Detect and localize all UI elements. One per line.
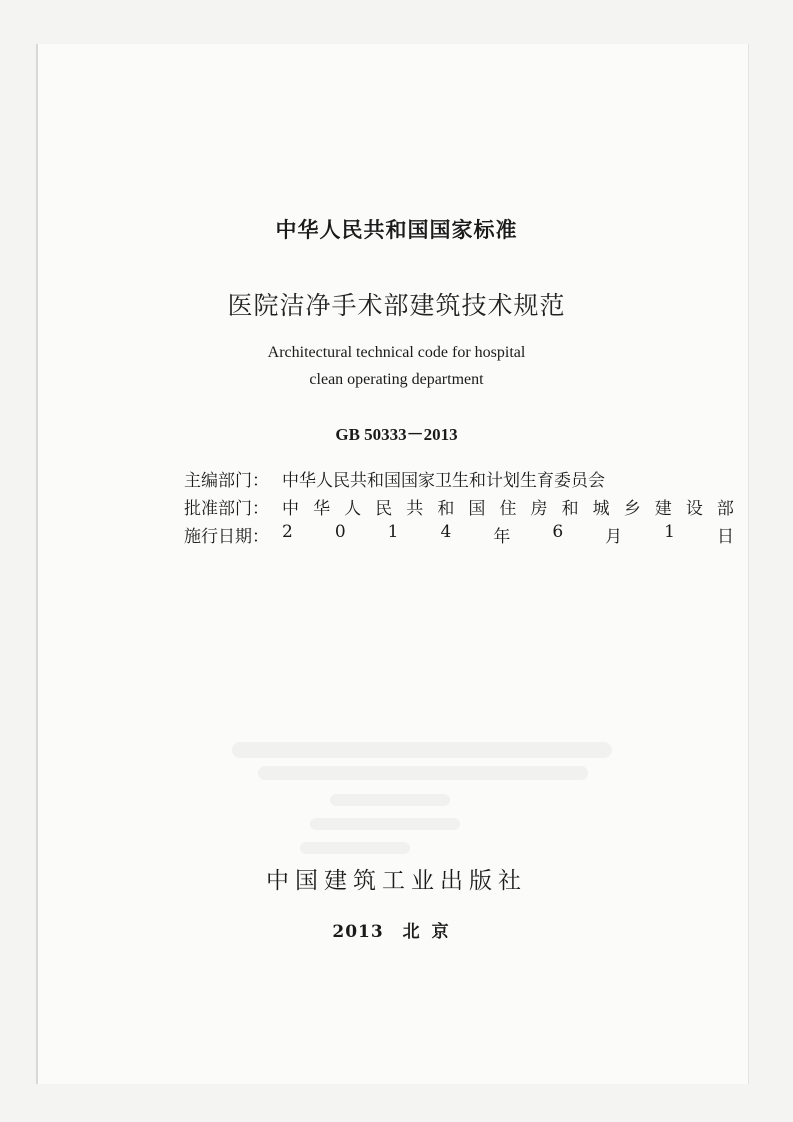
approver-char: 房 bbox=[530, 498, 548, 519]
show-through-mark bbox=[232, 742, 612, 758]
date-char: 4 bbox=[440, 521, 452, 542]
document-title-en-line1: Architectural technical code for hospital bbox=[267, 344, 526, 361]
document-title-cn: 医院洁净手术部建筑技术规范 bbox=[227, 291, 566, 320]
approver-char: 建 bbox=[654, 498, 672, 519]
document-title-en-line2: clean operating department bbox=[309, 371, 484, 388]
date-char: 日 bbox=[716, 526, 734, 547]
effective-date-row bbox=[184, 522, 734, 546]
publisher-name: 中国建筑工业出版社 bbox=[266, 868, 527, 894]
approver-char: 和 bbox=[561, 498, 579, 519]
editor-row bbox=[184, 466, 734, 490]
approver-char: 华 bbox=[313, 498, 331, 519]
approver-char: 中 bbox=[282, 498, 299, 519]
date-char: 0 bbox=[334, 521, 346, 542]
show-through-mark bbox=[258, 766, 588, 780]
approver-value bbox=[282, 494, 734, 519]
publication-city: 北京 bbox=[402, 922, 461, 942]
date-char: 6 bbox=[552, 521, 564, 542]
approver-char: 人 bbox=[344, 498, 362, 519]
editor-value: 中华人民共和国国家卫生和计划生育委员会 bbox=[282, 470, 605, 491]
approver-char: 设 bbox=[685, 498, 703, 519]
date-char: 1 bbox=[387, 521, 399, 542]
approver-char: 乡 bbox=[623, 498, 641, 519]
standard-heading: 中华人民共和国国家标准 bbox=[275, 218, 518, 242]
approver-char: 民 bbox=[375, 498, 393, 519]
date-char: 2 bbox=[282, 521, 293, 542]
approver-char: 和 bbox=[437, 498, 455, 519]
approver-row bbox=[184, 494, 734, 518]
approver-char: 国 bbox=[468, 498, 486, 519]
publication-year: 2013 bbox=[332, 922, 384, 942]
date-char: 年 bbox=[493, 526, 511, 547]
date-char: 1 bbox=[664, 521, 675, 542]
show-through-mark bbox=[310, 818, 460, 830]
standard-code: GB 50333－2013 bbox=[335, 425, 458, 444]
date-char: 月 bbox=[605, 526, 623, 547]
approver-label: 批准部门： bbox=[184, 498, 269, 519]
approver-char: 共 bbox=[406, 498, 424, 519]
effective-date-label: 施行日期： bbox=[184, 526, 269, 547]
approver-char: 部 bbox=[716, 498, 734, 519]
editor-label: 主编部门： bbox=[184, 470, 269, 491]
approver-char: 城 bbox=[592, 498, 610, 519]
effective-date-value bbox=[282, 522, 734, 547]
publication-info bbox=[0, 917, 793, 942]
show-through-mark bbox=[300, 842, 410, 854]
show-through-mark bbox=[330, 794, 450, 806]
approver-char: 住 bbox=[499, 498, 517, 519]
